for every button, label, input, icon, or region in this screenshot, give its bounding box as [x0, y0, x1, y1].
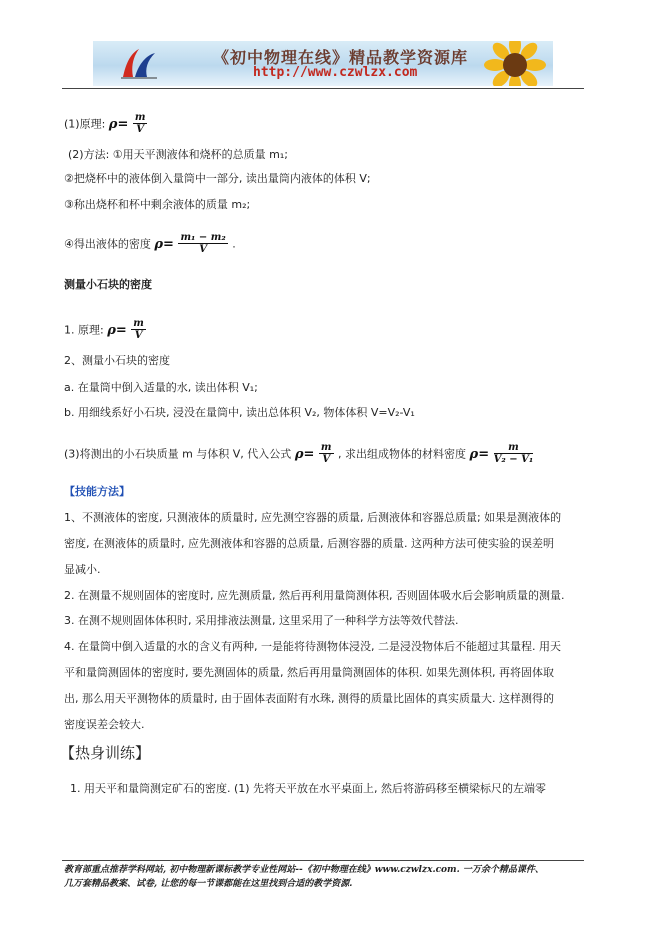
skill-1-line3: 显减小. — [64, 563, 101, 576]
footer-line1: 教育部重点推荐学科网站, 初中物理新课标教学专业性网站--《初中物理在线》www.czwlzx.com. 一万余个精品课件、 — [64, 865, 544, 875]
liquid-density-label: ④得出液体的密度 — [64, 237, 151, 251]
stone-measure-title: 2、测量小石块的密度 — [64, 354, 170, 367]
site-logo — [119, 47, 159, 81]
stone-step-a: a. 在量筒中倒入适量的水, 读出体积 V₁; — [64, 381, 258, 394]
footer-line2: 几万套精品教案、试卷, 让您的每一节课都能在这里找到合适的教学资源. — [64, 879, 353, 889]
liquid-density-formula: ρ= $\frac{\text{m₁ − m₂}}{V}$ — [154, 232, 226, 255]
sunflower-image — [483, 41, 547, 86]
liquid-principle-label: (1)原理: — [64, 117, 106, 131]
skill-4-line2: 平和量筒测固体的密度时, 要先测固体的质量, 然后再用量筒测固体的体积. 如果先测体积, 再将固体取 — [64, 666, 554, 679]
liquid-method-step3: ③称出烧杯和杯中剩余液体的质量 m₂; — [64, 198, 251, 211]
liquid-density-result: ④得出液体的密度 ρ= $\frac{\text{m₁ − m₂}}{V}$ . — [64, 232, 236, 255]
skills-heading: 【技能方法】 — [64, 485, 130, 498]
stone-principle-label: 1. 原理: — [64, 323, 104, 337]
banner-url: http://www.czwlzx.com — [253, 65, 418, 80]
liquid-method-step2: ②把烧杯中的液体倒入量筒中一部分, 读出量筒内液体的体积 V; — [64, 172, 371, 185]
footer-rule — [62, 860, 584, 861]
skill-4-line3: 出, 那么用天平测物体的质量时, 由于固体表面附有水珠, 测得的质量比固体的真实质量大. 这样测得的 — [64, 692, 554, 705]
skill-3: 3. 在测不规则固体体积时, 采用排液法测量, 这里采用了一种科学方法等效代替法. — [64, 614, 459, 627]
skill-4-line1: 4. 在量筒中倒入适量的水的含义有两种, 一是能将待测物体浸没, 二是浸没物体后不能超过其量程. 用天 — [64, 640, 561, 653]
stone-formula-volume-diff: ρ= $\frac{m}{\text{V₂ − V₁}}$ — [469, 442, 534, 465]
skill-4-line4: 密度误差会较大. — [64, 718, 145, 731]
header-banner — [93, 41, 553, 86]
skill-1-line2: 密度, 在测液体的质量时, 应先测液体和容器的总质量, 后测容器的质量. 这两种方法可使实验的误差明 — [64, 537, 554, 550]
stone-density-formula: ρ= $\frac{m}{V}$ — [107, 318, 144, 341]
banner-title: 《初中物理在线》精品教学资源库 — [213, 48, 469, 67]
stone-density-heading: 测量小石块的密度 — [64, 278, 152, 291]
stone-step-b: b. 用细线系好小石块, 浸没在量筒中, 读出总体积 V₂, 物体体积 V=V₂-V₁ — [64, 406, 415, 419]
stone-formula-simple: ρ= $\frac{m}{V}$ — [294, 442, 332, 465]
liquid-principle — [64, 112, 147, 136]
liquid-method-step1: (2)方法: ①用天平测液体和烧杯的总质量 m₁; — [68, 148, 288, 161]
skill-2: 2. 在测量不规则固体的密度时, 应先测质量, 然后再利用量筒测体积, 否则固体吸水后会影响质量的测量. — [64, 589, 565, 602]
warmup-heading: 【热身训练】 — [60, 744, 151, 762]
stone-principle — [64, 318, 146, 342]
skill-1-line1: 1、不测液体的密度, 只测液体的质量时, 应先测空容器的质量, 后测液体和容器总质量; 如果是测液体的 — [64, 511, 562, 524]
question-1: 1. 用天平和量筒测定矿石的密度. (1) 先将天平放在水平桌面上, 然后将游码移至横梁标尺的左端零 — [70, 782, 547, 795]
stone-step-3: (3)将测出的小石块质量 m 与体积 V, 代入公式 ρ= $\frac{m}{V}$ , 求出组成物体的材料密度 ρ= $\frac{m}{\text{V₂ − V₁}}$ — [64, 442, 534, 465]
density-formula: ρ= $\frac{m}{V}$ — [108, 112, 146, 135]
header-rule — [62, 88, 584, 89]
